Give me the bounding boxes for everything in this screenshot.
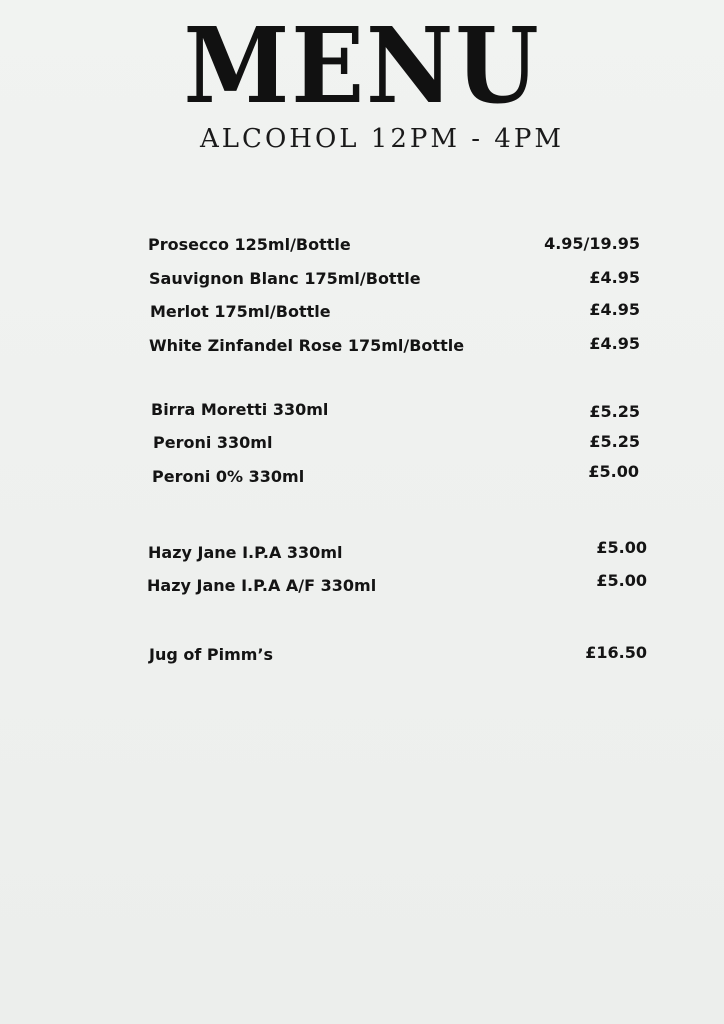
menu-item-price: £5.25 (589, 402, 640, 421)
menu-item-name: Birra Moretti 330ml (151, 400, 329, 419)
menu-item-name: Merlot 175ml/Bottle (150, 302, 331, 321)
menu-item-price: £5.00 (588, 462, 639, 481)
menu-item-price: £16.50 (585, 643, 647, 662)
menu-item-name: Peroni 0% 330ml (152, 467, 305, 486)
menu-item-price: £4.95 (589, 300, 640, 319)
menu-item-name: Hazy Jane I.P.A 330ml (148, 543, 343, 562)
menu-item-name: Peroni 330ml (153, 433, 273, 452)
menu-item-name: Hazy Jane I.P.A A/F 330ml (147, 576, 377, 595)
menu-item-price: £5.25 (589, 432, 640, 451)
menu-item-price: £4.95 (589, 334, 640, 353)
menu-item-name: Prosecco 125ml/Bottle (148, 235, 351, 254)
menu-item-price: £4.95 (589, 268, 640, 287)
page-subtitle: ALCOHOL 12PM - 4PM (200, 124, 564, 154)
menu-item-name: Jug of Pimm’s (149, 645, 274, 664)
menu-item-price: £5.00 (596, 538, 647, 557)
menu-item-name: White Zinfandel Rose 175ml/Bottle (149, 336, 465, 355)
page-title: MENU (183, 4, 541, 127)
menu-item-price: £5.00 (596, 571, 647, 590)
menu-item-price: 4.95/19.95 (544, 234, 640, 253)
menu-item-name: Sauvignon Blanc 175ml/Bottle (149, 269, 421, 288)
